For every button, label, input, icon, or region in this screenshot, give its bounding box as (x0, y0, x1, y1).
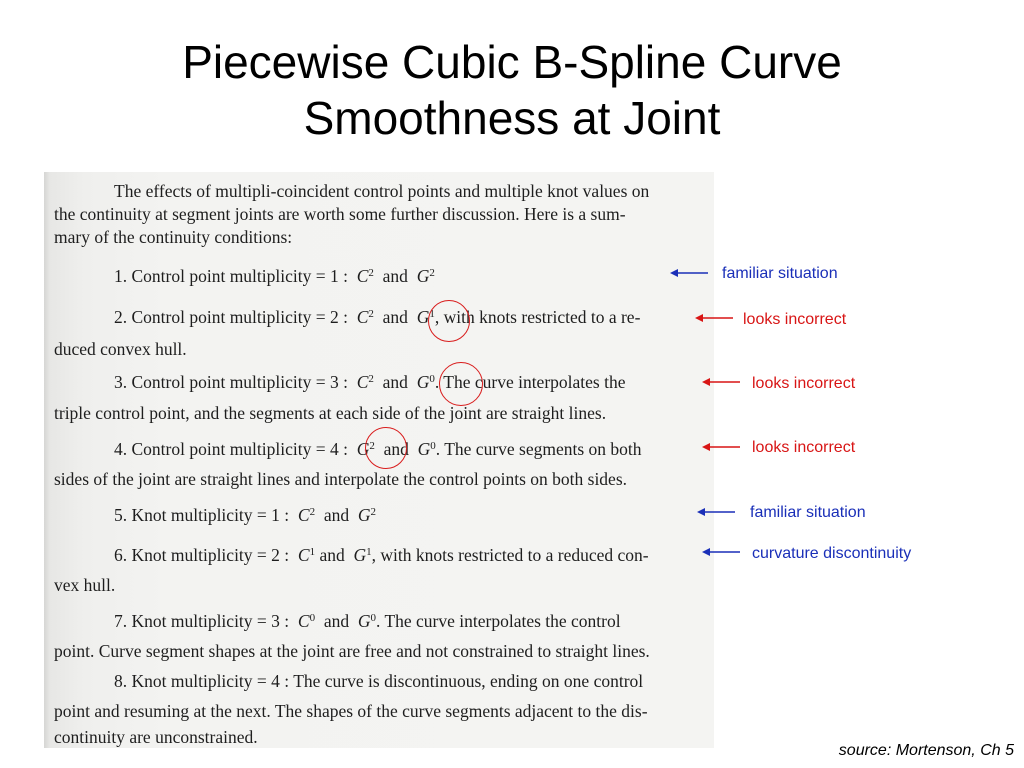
exponent: 2 (368, 308, 374, 320)
symbol-g: G (416, 372, 430, 392)
exponent: 2 (429, 267, 435, 279)
scan-line: point. Curve segment shapes at the joint are free and not constrained to straight lines. (54, 641, 650, 661)
symbol-c: C (297, 545, 310, 565)
scan-line (114, 504, 376, 526)
exponent: 0 (429, 373, 435, 385)
annotation-familiar-1: familiar situation (722, 265, 838, 282)
exponent: 2 (368, 373, 374, 385)
exponent: 2 (370, 506, 377, 518)
word-and: and (382, 372, 408, 392)
arrow-left-icon (693, 311, 735, 325)
scan-line (114, 544, 649, 566)
arrow-left-icon (700, 375, 742, 389)
symbol-c: C (356, 372, 369, 392)
highlight-circle (439, 362, 483, 406)
item-label: 1. Control point multiplicity = 1 : (114, 266, 348, 286)
word-and: and (382, 266, 408, 286)
word-and: and (383, 439, 409, 459)
arrow-left-icon (700, 545, 742, 559)
title-line-1: Piecewise Cubic B-Spline Curve (182, 36, 842, 88)
exponent: 0 (430, 440, 436, 452)
arrow-left-icon (668, 266, 710, 280)
word-and: and (323, 505, 350, 525)
annotation-incorrect-3: looks incorrect (752, 439, 856, 456)
scan-line (114, 306, 640, 328)
item-tail: . The curve segments on both (435, 439, 642, 459)
symbol-g: G (357, 505, 371, 525)
highlight-circle (365, 427, 407, 469)
exponent: 2 (309, 506, 316, 518)
scan-line: mary of the continuity conditions: (54, 227, 293, 247)
scan-line: The effects of multipli-coincident control points and multiple knot values on (114, 181, 650, 201)
annotation-incorrect-1: looks incorrect (743, 311, 847, 328)
scanned-text-excerpt (44, 172, 714, 748)
annotation-curvature: curvature discontinuity (752, 545, 912, 562)
scan-line: point and resuming at the next. The shapes of the curve segments adjacent to the dis- (54, 701, 648, 721)
symbol-g: G (357, 611, 371, 631)
scan-line: the continuity at segment joints are worth some further discussion. Here is a sum- (54, 204, 626, 224)
symbol-g: G (416, 266, 430, 286)
symbol-c: C (297, 611, 310, 631)
item-label: 5. Knot multiplicity = 1 : (114, 505, 290, 525)
item-label: 2. Control point multiplicity = 2 : (114, 307, 348, 327)
scan-line: continuity are unconstrained. (54, 727, 258, 747)
scan-line (114, 610, 621, 632)
exponent: 1 (366, 546, 372, 558)
exponent: 1 (429, 308, 435, 320)
slide-title (0, 34, 1024, 146)
scan-line (114, 371, 625, 393)
symbol-g: G (356, 439, 370, 459)
symbol-c: C (297, 505, 310, 525)
exponent: 2 (368, 267, 374, 279)
item-label: 3. Control point multiplicity = 3 : (114, 372, 348, 392)
item-label: 6. Knot multiplicity = 2 : (114, 545, 290, 565)
item-tail: . The curve interpolates the (434, 372, 626, 392)
scan-line (114, 265, 435, 287)
annotation-familiar-2: familiar situation (750, 504, 866, 521)
scan-line: duced convex hull. (54, 339, 187, 359)
exponent: 0 (370, 612, 377, 624)
symbol-c: C (356, 307, 369, 327)
item-label: 4. Control point multiplicity = 4 : (114, 439, 348, 459)
scan-line: triple control point, and the segments at each side of the joint are straight lines. (54, 403, 607, 423)
arrow-left-icon (695, 505, 737, 519)
arrow-left-icon (700, 440, 742, 454)
scan-line: sides of the joint are straight lines and interpolate the control points on both sides. (54, 469, 628, 489)
item-tail: , with knots restricted to a re- (434, 307, 641, 327)
exponent: 1 (309, 546, 316, 558)
source-citation: source: Mortenson, Ch 5 (838, 742, 1014, 759)
item-tail: , with knots restricted to a reduced con- (371, 545, 649, 565)
scan-line: vex hull. (54, 575, 116, 595)
word-and: and (323, 611, 350, 631)
exponent: 2 (369, 440, 375, 452)
exponent: 0 (309, 612, 316, 624)
symbol-g: G (417, 439, 431, 459)
symbol-c: C (356, 266, 369, 286)
item-label: 7. Knot multiplicity = 3 : (114, 611, 290, 631)
highlight-circle (428, 300, 470, 342)
word-and: and (382, 307, 408, 327)
word-and: and (319, 545, 345, 565)
symbol-g: G (416, 307, 430, 327)
annotation-incorrect-2: looks incorrect (752, 375, 856, 392)
scan-line: 8. Knot multiplicity = 4 : The curve is discontinuous, ending on one control (114, 671, 644, 691)
symbol-g: G (353, 545, 367, 565)
title-line-2: Smoothness at Joint (303, 92, 721, 144)
item-tail: . The curve interpolates the control (376, 611, 621, 631)
